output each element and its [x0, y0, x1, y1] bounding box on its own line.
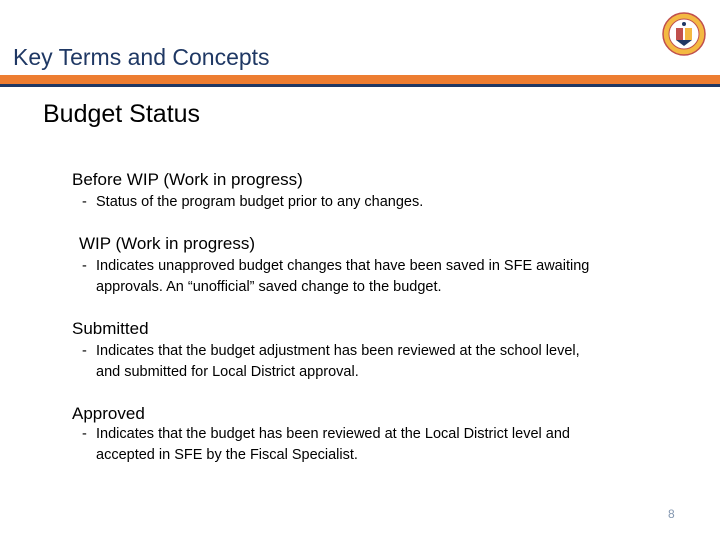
dash-bullet: - — [82, 343, 87, 359]
term-description — [82, 256, 589, 298]
term-description-line: Indicates unapproved budget changes that have been saved in SFE awaiting — [96, 258, 590, 274]
term-description-line: Status of the program budget prior to any changes. — [96, 194, 424, 210]
term-heading: Approved — [72, 404, 145, 423]
term-description-line: and submitted for Local District approval. — [96, 364, 359, 380]
dash-bullet: - — [82, 194, 87, 210]
page-number: 8 — [668, 507, 675, 521]
dash-bullet: - — [82, 258, 87, 274]
section-title: Budget Status — [43, 100, 201, 128]
term-description — [82, 424, 570, 466]
header-rule-navy — [0, 84, 720, 87]
district-seal-logo — [662, 12, 706, 56]
term-description-line: accepted in SFE by the Fiscal Specialist. — [96, 447, 358, 463]
header-rule-orange — [0, 75, 720, 84]
term-description-line: Indicates that the budget has been reviewed at the Local District level and — [96, 426, 570, 442]
page-title: Key Terms and Concepts — [13, 44, 270, 70]
term-heading: WIP (Work in progress) — [79, 234, 256, 253]
term-heading: Before WIP (Work in progress) — [72, 170, 303, 189]
term-description-line: approvals. An “unofficial” saved change to the budget. — [96, 279, 442, 295]
term-heading: Submitted — [72, 319, 149, 338]
dash-bullet: - — [82, 426, 87, 442]
term-description — [82, 192, 423, 213]
term-description — [82, 341, 580, 383]
term-description-line: Indicates that the budget adjustment has been reviewed at the school level, — [96, 343, 580, 359]
